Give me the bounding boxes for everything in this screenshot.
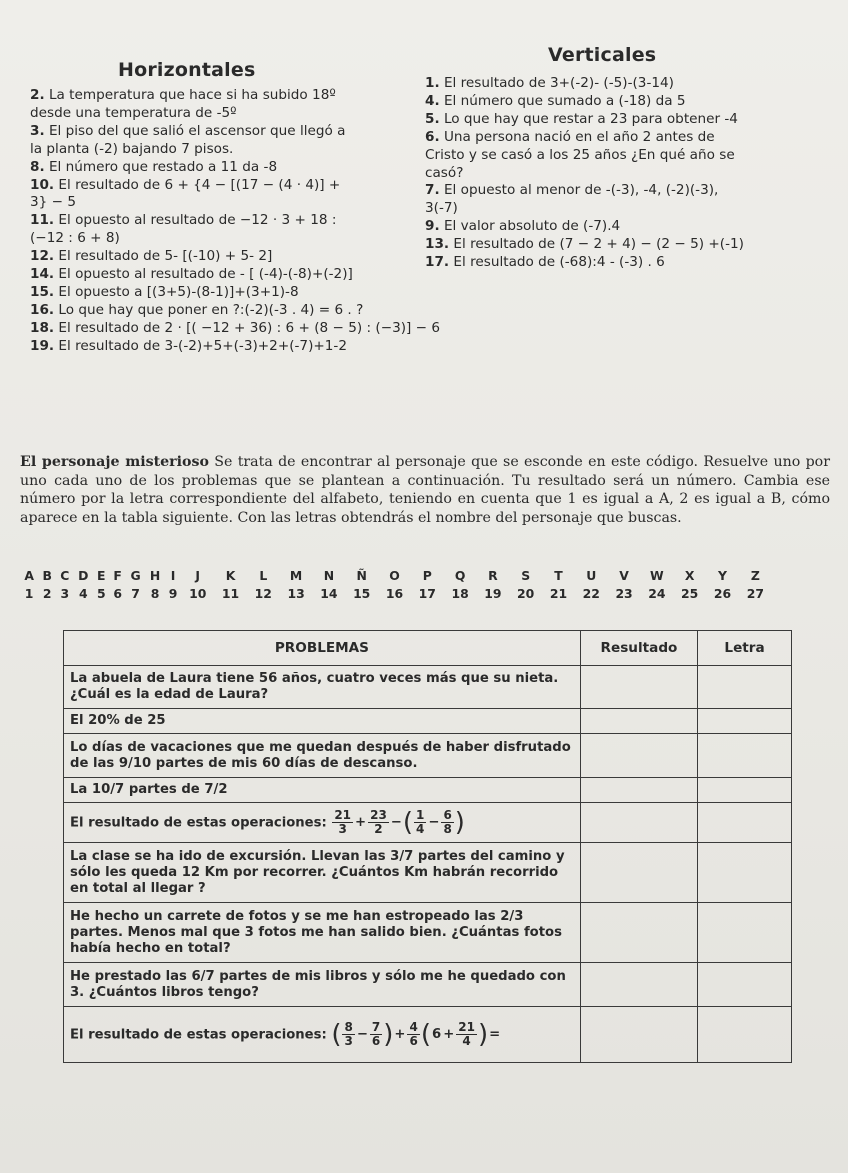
problem-text: El resultado de estas operaciones:	[70, 1027, 327, 1043]
heading-verticales: Verticales	[548, 44, 657, 66]
verticales-clue-line	[425, 254, 744, 272]
problem-text: La abuela de Laura tiene 56 años, cuatro veces más que su nieta. ¿Cuál es la edad de Laura?	[70, 671, 559, 702]
alphabet-letters-row	[20, 566, 772, 585]
resultado-cell[interactable]	[580, 666, 697, 709]
alphabet-letter: Z	[750, 567, 760, 583]
operator: −	[356, 1026, 368, 1042]
verticales-clue-line	[425, 182, 744, 200]
alphabet-number: 9	[168, 586, 178, 602]
horizontales-clue-number: 3.	[30, 122, 45, 139]
numerator: 21	[458, 1020, 475, 1034]
numerator: 7	[371, 1020, 381, 1034]
fraction	[370, 1021, 382, 1048]
formula-number: 6	[432, 1026, 442, 1042]
horizontales-clue-number: 14.	[30, 266, 55, 283]
alphabet-number: 18	[451, 586, 469, 602]
alphabet-letter: P	[422, 567, 432, 583]
verticales-clue-text: Una persona nació en el año 2 antes de	[443, 128, 715, 145]
denominator: 4	[416, 822, 425, 836]
horizontales-clue-number: 15.	[30, 283, 55, 300]
alphabet-number: 6	[113, 586, 122, 602]
verticales-clue-line	[425, 147, 744, 165]
numerator: 8	[344, 1020, 353, 1034]
alphabet-letter: V	[619, 567, 629, 583]
alphabet-letter: I	[170, 567, 176, 583]
alphabet-letter: S	[521, 567, 531, 583]
horizontales-clue-line	[30, 266, 440, 284]
verticales-clue-text: El opuesto al menor de -(-3), -4, (-2)(-3),	[443, 182, 719, 199]
horizontales-clue-text: 3} − 5	[30, 194, 76, 211]
operator: −	[428, 814, 440, 830]
horizontales-clue-text: El resultado de 2 · [( −12 + 36) : 6 + (8 − 5) : (−3)] − 6	[58, 319, 441, 336]
operator: −	[390, 814, 402, 830]
problem-cell	[64, 903, 581, 963]
horizontales-clue-number: 16.	[30, 301, 55, 318]
numerator: 1	[416, 808, 425, 822]
horizontales-clue-text: El opuesto a [(3+5)-(8-1)]+(3+1)-8	[58, 283, 299, 300]
denominator: 3	[344, 1034, 353, 1048]
alphabet-number: 7	[131, 586, 140, 602]
alphabet-letter: G	[130, 567, 141, 583]
letra-cell[interactable]	[698, 963, 792, 1007]
alphabet-letter: U	[586, 567, 597, 583]
alphabet-number: 23	[615, 586, 633, 602]
problem-cell	[64, 1007, 581, 1063]
verticales-clue-text: casó?	[425, 164, 464, 181]
problem-row	[64, 734, 792, 778]
horizontales-clue-number: 18.	[30, 319, 55, 336]
alphabet-table	[20, 566, 772, 603]
resultado-cell[interactable]	[580, 803, 697, 843]
horizontales-clue-text: El resultado de 3-(-2)+5+(-3)+2+(-7)+1-2	[58, 337, 347, 354]
alphabet-number: 11	[221, 586, 240, 602]
letra-cell[interactable]	[698, 1007, 792, 1063]
operator: =	[489, 1026, 501, 1042]
problem-cell	[64, 843, 581, 903]
heading-horizontales: Horizontales	[118, 59, 256, 81]
alphabet-letter: K	[225, 567, 236, 583]
verticales-clue-number: 5.	[425, 110, 440, 127]
verticales-clue-number: 17.	[425, 254, 450, 271]
alphabet-number: 25	[681, 586, 699, 602]
horizontales-clue-line	[30, 320, 440, 338]
alphabet-number: 5	[96, 586, 106, 602]
resultado-cell[interactable]	[580, 1007, 697, 1063]
problem-cell	[64, 803, 581, 843]
problem-row	[64, 709, 792, 734]
problems-header-row	[64, 631, 792, 666]
alphabet-letter: B	[42, 567, 52, 583]
verticales-clue-line	[425, 236, 744, 254]
verticales-clue-line	[425, 200, 744, 218]
problem-row	[64, 1007, 792, 1063]
problem-cell	[64, 666, 581, 709]
letra-cell[interactable]	[698, 843, 792, 903]
problem-text: Lo días de vacaciones que me quedan después de haber disfrutado de las 9/10 partes de mis 60 días de descanso.	[70, 739, 571, 771]
problem-row	[64, 843, 792, 903]
alphabet-letter: D	[78, 567, 89, 583]
header-letra: Letra	[698, 631, 792, 666]
parenthesis: )	[477, 1019, 489, 1050]
verticales-clue-line	[425, 165, 744, 183]
alphabet-number: 14	[320, 586, 338, 602]
verticales-clue-number: 13.	[425, 236, 450, 253]
parenthesis: )	[454, 807, 465, 838]
intro-paragraph	[20, 453, 830, 527]
alphabet-letter: L	[259, 567, 268, 583]
alphabet-number: 10	[189, 586, 207, 602]
alphabet-number: 15	[353, 586, 371, 602]
alphabet-letter: X	[684, 567, 695, 583]
alphabet-letter: W	[650, 567, 664, 583]
resultado-cell[interactable]	[580, 778, 697, 803]
verticales-clue-text: El resultado de 3+(-2)- (-5)-(3-14)	[443, 75, 674, 91]
verticales-clue-number: 4.	[425, 92, 440, 109]
horizontales-clue-text: El opuesto al resultado de - [ (-4)-(-8)+(-2)]	[58, 266, 353, 283]
fraction	[368, 809, 389, 836]
horizontales-list	[30, 87, 440, 356]
problem-text: El 20% de 25	[70, 713, 166, 728]
problem-text: El resultado de estas operaciones:	[70, 815, 327, 831]
denominator: 4	[462, 1034, 471, 1048]
problem-row	[64, 778, 792, 803]
problem-row	[64, 963, 792, 1007]
verticales-clue-text: El valor absoluto de (-7).4	[443, 218, 621, 235]
alphabet-letter: Ñ	[356, 567, 367, 583]
alphabet-letter: Q	[454, 567, 466, 583]
horizontales-clue-line	[30, 284, 440, 302]
alphabet-letter: E	[97, 567, 106, 583]
resultado-cell[interactable]	[580, 709, 697, 734]
letra-cell[interactable]	[698, 666, 792, 709]
alphabet-number: 22	[582, 586, 600, 602]
alphabet-letter: N	[323, 567, 335, 583]
horizontales-clue-number: 2.	[30, 87, 45, 103]
letra-cell[interactable]	[698, 803, 792, 843]
verticales-clue-number: 9.	[425, 218, 440, 235]
problem-cell	[64, 734, 581, 778]
verticales-clue-line	[425, 218, 744, 236]
problem-row	[64, 666, 792, 709]
horizontales-clue-text: El número que restado a 11 da -8	[48, 158, 278, 175]
horizontales-clue-line	[30, 105, 440, 123]
verticales-clue-line	[425, 129, 744, 147]
alphabet-letter: O	[389, 567, 400, 583]
horizontales-clue-text: la planta (-2) bajando 7 pisos.	[30, 140, 234, 157]
horizontales-clue-line	[30, 212, 440, 230]
horizontales-clue-text: El resultado de 5- [(-10) + 5- 2]	[58, 248, 273, 265]
horizontales-clue-text: (−12 : 6 + 8)	[30, 230, 120, 247]
alphabet-letter: J	[195, 567, 201, 583]
intro-title: El personaje misterioso	[20, 454, 209, 470]
alphabet-number: 8	[150, 586, 160, 602]
verticales-clue-text: El resultado de (-68):4 - (-3) . 6	[453, 254, 665, 271]
resultado-cell[interactable]	[580, 734, 697, 778]
alphabet-letter: A	[24, 567, 34, 583]
alphabet-letter: T	[554, 567, 563, 583]
parenthesis: )	[383, 1019, 394, 1050]
numerator: 23	[370, 808, 387, 822]
resultado-cell[interactable]	[580, 843, 697, 903]
alphabet-number: 12	[254, 586, 272, 602]
verticales-clue-text: El número que sumado a (-18) da 5	[443, 92, 686, 109]
verticales-clue-number: 6.	[425, 128, 440, 145]
alphabet-number: 17	[418, 586, 436, 602]
horizontales-clue-line	[30, 159, 440, 177]
parenthesis: (	[331, 1019, 342, 1050]
denominator: 6	[409, 1034, 418, 1048]
verticales-clue-line	[425, 111, 744, 129]
horizontales-clue-number: 11.	[30, 212, 55, 229]
alphabet-number: 16	[385, 586, 404, 602]
resultado-cell[interactable]	[580, 903, 697, 963]
numerator: 4	[409, 1020, 418, 1034]
operator: +	[355, 814, 367, 830]
numerator: 6	[443, 808, 452, 822]
horizontales-clue-text: desde una temperatura de -5º	[30, 104, 237, 121]
letra-cell[interactable]	[698, 778, 792, 803]
alphabet-letter: F	[113, 567, 122, 583]
problem-text: He hecho un carrete de fotos y se me han estropeado las 2/3 partes. Menos mal que 3 fotos me han salido bien. ¿Cuántas fotos había hecho en total?	[70, 908, 562, 956]
problem-text: La clase se ha ido de excursión. Llevan las 3/7 partes del camino y sólo les queda 12 Km por recorrer. ¿Cuántos Km habrán recorrido en total al llegar ?	[70, 848, 565, 896]
resultado-cell[interactable]	[580, 963, 697, 1007]
alphabet-number: 21	[549, 586, 568, 602]
alphabet-number: 27	[746, 586, 765, 602]
horizontales-clue-number: 19.	[30, 337, 55, 354]
alphabet-number: 13	[287, 586, 305, 602]
horizontales-clue-text: El resultado de 6 + {4 − [(17 − (4 · 4)] +	[58, 176, 341, 193]
denominator: 3	[338, 822, 347, 836]
alphabet-number: 3	[60, 586, 70, 602]
alphabet-number: 20	[517, 586, 535, 602]
letra-cell[interactable]	[698, 903, 792, 963]
problem-cell	[64, 709, 581, 734]
numerator: 21	[334, 808, 352, 822]
problem-text: La 10/7 partes de 7/2	[70, 782, 228, 797]
horizontales-clue-line	[30, 141, 440, 159]
operator: +	[443, 1026, 455, 1042]
denominator: 8	[443, 822, 452, 836]
horizontales-clue-text: El piso del que salió el ascensor que llegó a	[48, 122, 346, 139]
alphabet-number: 26	[713, 586, 732, 602]
horizontales-clue-number: 12.	[30, 248, 55, 265]
problem-text: He prestado las 6/7 partes de mis libros y sólo me he quedado con 3. ¿Cuántos libros tengo?	[70, 968, 566, 1000]
alphabet-number: 19	[484, 586, 502, 602]
alphabet-letter: C	[60, 567, 70, 583]
problem-row	[64, 803, 792, 843]
fraction	[414, 809, 426, 836]
alphabet-number: 4	[78, 586, 88, 602]
horizontales-clue-line	[30, 338, 440, 356]
denominator: 6	[371, 1034, 381, 1048]
parenthesis: (	[420, 1019, 431, 1050]
parenthesis: (	[402, 807, 414, 838]
problem-row	[64, 903, 792, 963]
letra-cell[interactable]	[698, 709, 792, 734]
horizontales-clue-number: 10.	[30, 176, 55, 193]
letra-cell[interactable]	[698, 734, 792, 778]
alphabet-numbers-row	[20, 585, 772, 604]
verticales-clue-text: Lo que hay que restar a 23 para obtener -4	[443, 110, 738, 127]
alphabet-number: 1	[24, 586, 34, 602]
alphabet-letter: M	[289, 567, 303, 583]
header-resultado: Resultado	[580, 631, 697, 666]
verticales-clue-text: El resultado de (7 − 2 + 4) − (2 − 5) +(-1)	[453, 236, 744, 253]
operator: +	[394, 1026, 406, 1042]
verticales-clue-text: 3(-7)	[425, 200, 458, 217]
horizontales-clue-line	[30, 177, 440, 195]
fraction	[407, 1021, 419, 1048]
alphabet-letter: R	[488, 567, 498, 583]
fraction	[441, 809, 453, 836]
verticales-clue-line	[425, 93, 744, 111]
horizontales-clue-line	[30, 230, 440, 248]
verticales-list	[425, 75, 744, 272]
alphabet-number: 24	[648, 586, 666, 602]
problems-table	[63, 630, 792, 1063]
horizontales-clue-text: Lo que hay que poner en ?:(-2)(-3 . 4) = 6 . ?	[58, 301, 364, 318]
horizontales-clue-number: 8.	[30, 158, 45, 175]
intro-text: Se trata de encontrar al personaje que se esconde en este código. Resuelve uno por uno cada uno de los problemas que se plantean a continuación. Tu resultado será un número. Cambia ese número por la letra correspondiente del alfabeto, teniendo en cuenta que 1 es igual a A, 2 es igual a B, cómo aparece en la tabla siguiente. Con las letras obtendrás el nombre del personaje que buscas.	[20, 454, 830, 526]
horizontales-clue-line	[30, 123, 440, 141]
horizontales-clue-line	[30, 248, 440, 266]
alphabet-letter: Y	[717, 567, 727, 583]
denominator: 2	[374, 822, 383, 836]
verticales-clue-text: Cristo y se casó a los 25 años ¿En qué año se	[425, 146, 735, 163]
alphabet-number: 2	[42, 586, 52, 602]
verticales-clue-number: 7.	[425, 182, 440, 199]
fraction	[456, 1021, 477, 1048]
header-problemas: PROBLEMAS	[64, 631, 581, 666]
horizontales-clue-text: La temperatura que hace si ha subido 18º	[48, 87, 336, 103]
horizontales-clue-line	[30, 194, 440, 212]
problem-cell	[64, 963, 581, 1007]
problem-cell	[64, 778, 581, 803]
horizontales-clue-text: El opuesto al resultado de −12 · 3 + 18 :	[58, 212, 337, 229]
horizontales-clue-line	[30, 302, 440, 320]
horizontales-clue-line	[30, 87, 440, 105]
verticales-clue-number: 1.	[425, 75, 440, 91]
fraction	[332, 809, 353, 836]
verticales-clue-line	[425, 75, 744, 93]
alphabet-letter: H	[149, 567, 161, 583]
fraction	[342, 1021, 354, 1048]
